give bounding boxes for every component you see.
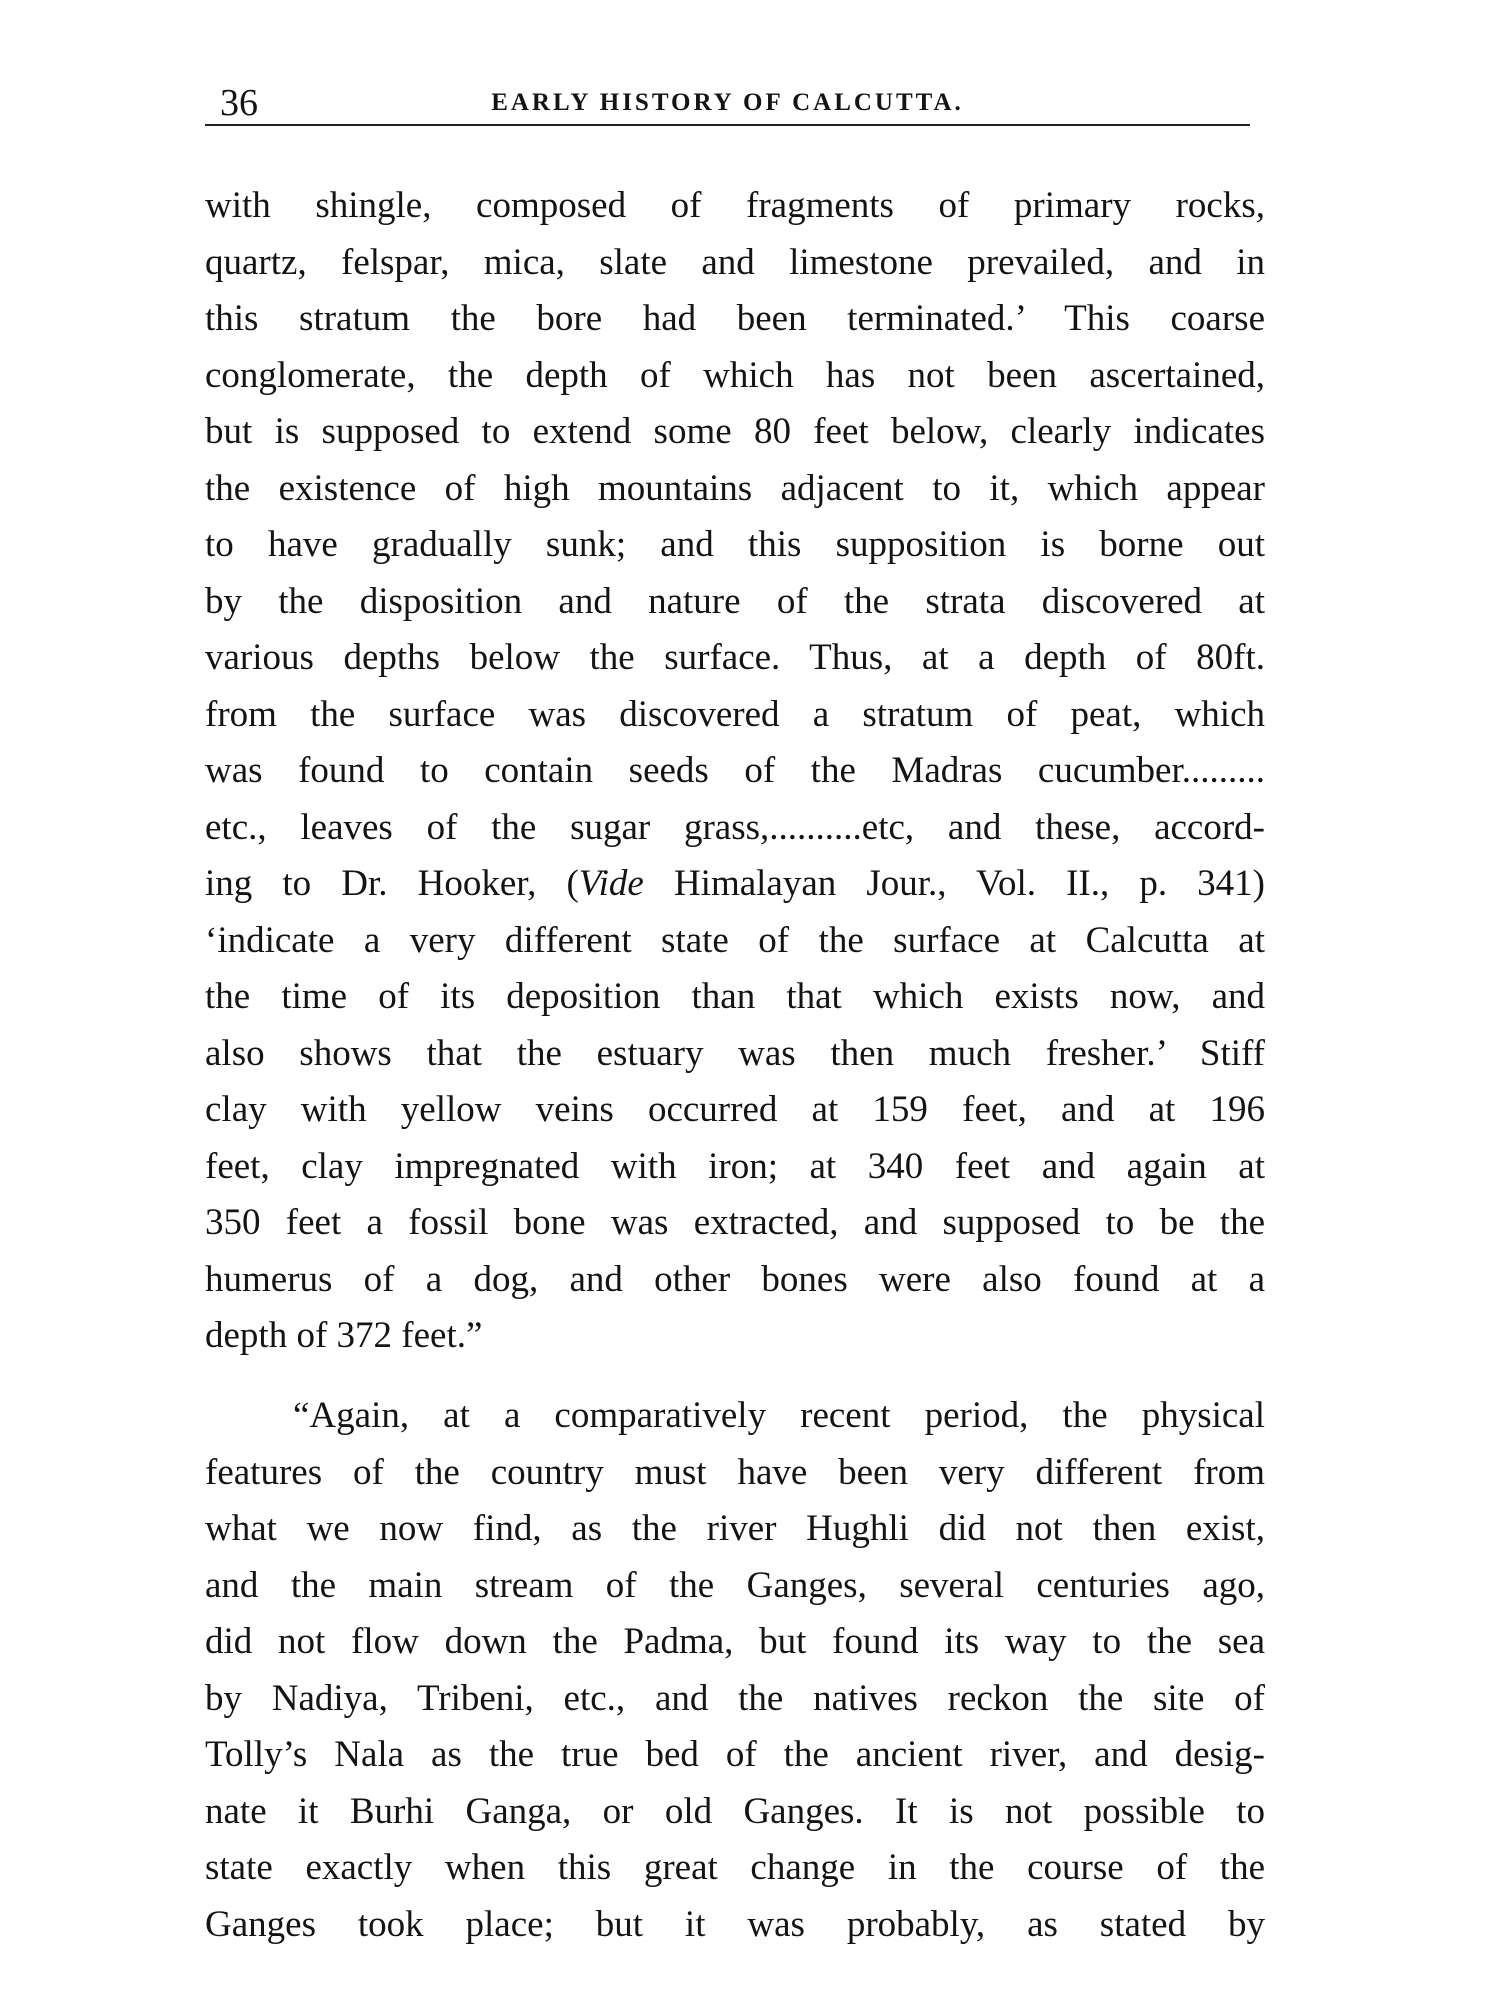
text-line: humerus of a dog, and other bones were also found at a [205, 1258, 1265, 1300]
text-line: ‘indicate a very different state of the surface at Calcutta at [205, 919, 1265, 961]
text-line: also shows that the estuary was then much fresher.’ Stiff [205, 1032, 1265, 1074]
text-line: features of the country must have been very different from [205, 1451, 1265, 1493]
text-line: but is supposed to extend some 80 feet below, clearly indicates [205, 411, 1265, 452]
text-line: Ganges took place; but it was probably, as stated by [205, 1903, 1265, 1945]
text-line: various depths below the surface. Thus, at a depth of 80ft. [205, 637, 1265, 678]
text-line: depth of 372 feet.” [205, 1315, 483, 1356]
text-line: by the disposition and nature of the strata discovered at [205, 580, 1265, 622]
text-line: 350 feet a fossil bone was extracted, and supposed to be the [205, 1202, 1265, 1243]
text-line: the existence of high mountains adjacent to it, which appear [205, 467, 1265, 509]
text-segment: Himalayan Jour., Vol. II., p. 341) [643, 863, 1265, 904]
paragraph-1 [205, 178, 1265, 1365]
running-title: EARLY HISTORY OF CALCUTTA. [491, 89, 964, 116]
text-line: and the main stream of the Ganges, several centuries ago, [205, 1564, 1265, 1606]
text-line: conglomerate, the depth of which has not been ascertained, [205, 354, 1265, 396]
italic-word: Vide [578, 863, 644, 904]
text-line: did not flow down the Padma, but found its way to the sea [205, 1621, 1265, 1662]
page-number: 36 [220, 82, 258, 124]
text-line: feet, clay impregnated with iron; at 340 feet and again at [205, 1145, 1265, 1187]
text-line: quartz, felspar, mica, slate and limestone prevailed, and in [205, 241, 1265, 283]
text-line: from the surface was discovered a stratum of peat, which [205, 693, 1265, 735]
text-segment: ing to Dr. Hooker, ( [205, 863, 579, 904]
text-line: what we now find, as the river Hughli did not then exist, [205, 1508, 1265, 1549]
text-line: to have gradually sunk; and this supposition is borne out [205, 524, 1265, 565]
text-line: etc., leaves of the sugar grass,..........etc, and these, accord- [205, 806, 1265, 848]
text-line-with-italic [205, 856, 1265, 913]
text-line: nate it Burhi Ganga, or old Ganges. It is not possible to [205, 1790, 1265, 1832]
paragraph-2 [205, 1388, 1265, 1953]
text-line: this stratum the bore had been terminated.’ This coarse [205, 298, 1265, 339]
text-line: “Again, at a comparatively recent period, the physical [293, 1395, 1265, 1436]
text-line: by Nadiya, Tribeni, etc., and the natives reckon the site of [205, 1677, 1265, 1719]
text-line: with shingle, composed of fragments of primary rocks, [205, 185, 1265, 226]
text-line: the time of its deposition than that which exists now, and [205, 976, 1265, 1017]
text-line: Tolly’s Nala as the true bed of the ancient river, and desig- [205, 1734, 1265, 1775]
header-rule [205, 124, 1250, 126]
running-head [205, 78, 1250, 128]
text-line: was found to contain seeds of the Madras cucumber......... [205, 750, 1265, 791]
text-line: state exactly when this great change in the course of the [205, 1847, 1265, 1888]
text-line: clay with yellow veins occurred at 159 feet, and at 196 [205, 1089, 1265, 1130]
